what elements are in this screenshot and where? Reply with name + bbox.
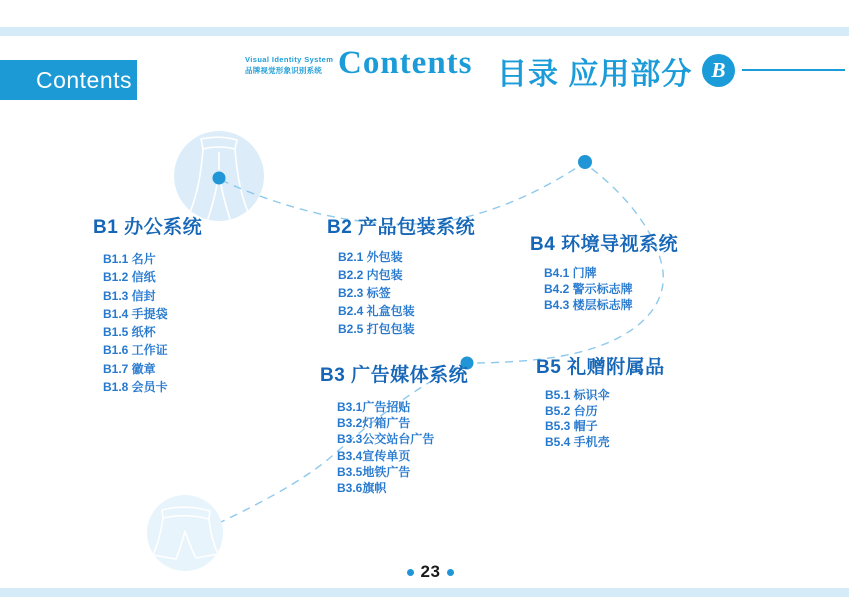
toc-item: B4.3 楼层标志牌 [544,298,633,312]
toc-item: B2.4 礼盒包装 [338,304,415,318]
toc-item: B1.7 徽章 [103,361,156,376]
page-title-cn: 目录 应用部分 [497,58,693,91]
toc-item: B3.2灯箱广告 [337,416,411,431]
toc-item: B5.2 台历 [545,403,598,418]
node-dot-top [213,172,226,185]
section-b3-items [337,398,434,495]
toc-item: B1.1 名片 [103,252,156,266]
section-b1-items [103,250,168,396]
vi-subtitle-block [245,55,333,75]
toc-item: B4.2 警示标志牌 [544,282,633,296]
brand-logo-letter: B [711,58,726,82]
contents-tab-label: Contents [35,66,133,93]
section-b3-title: B3 广告媒体系统 [320,365,469,386]
brand-logo-icon [702,54,735,87]
toc-item: B5.4 手机壳 [545,434,610,449]
toc-item: B2.5 打包包装 [338,322,415,336]
bottom-accent-bar [0,588,849,597]
contents-tab [0,60,137,100]
page-title-en: Contents [338,45,473,81]
vi-subtitle-en: Visual Identity System [245,55,334,64]
toc-item: B1.5 纸杯 [103,325,156,340]
header-rule [742,69,845,71]
toc-item: B1.8 会员卡 [103,380,168,395]
section-b4-items [544,264,633,312]
toc-item: B3.4宣传单页 [337,448,411,463]
toc-item: B4.1 门牌 [544,266,597,280]
toc-item: B5.3 帽子 [545,419,598,434]
toc-item: B3.5地铁广告 [337,464,411,479]
section-b1-title: B1 办公系统 [93,217,203,238]
toc-item: B2.2 内包装 [338,268,403,282]
toc-item: B3.1广告招贴 [337,400,411,414]
section-b2-title: B2 产品包装系统 [327,217,476,238]
toc-item: B1.4 手提袋 [103,306,168,321]
section-b5-items [545,386,610,448]
vi-subtitle-cn: 品牌视觉形象识别系统 [245,65,322,75]
toc-item: B1.2 信纸 [103,270,156,285]
page-number: 23 [420,562,441,581]
toc-item: B3.6旗帜 [337,480,387,495]
page-number-dot-left [407,569,414,576]
toc-item: B2.1 外包装 [338,250,403,264]
toc-item: B1.6 工作证 [103,343,168,358]
page-number-row [6,562,849,582]
toc-item: B3.3公交站台广告 [337,432,435,447]
section-b5-title: B5 礼赠附属品 [536,357,665,378]
toc-item: B5.1 标识伞 [545,388,610,402]
section-b4-title: B4 环境导视系统 [530,234,679,255]
toc-item: B2.3 标签 [338,286,391,300]
section-b2-items [338,248,415,338]
page-number-dot-right [447,569,454,576]
toc-item: B1.3 信封 [103,288,156,303]
node-dot-right [578,155,592,169]
